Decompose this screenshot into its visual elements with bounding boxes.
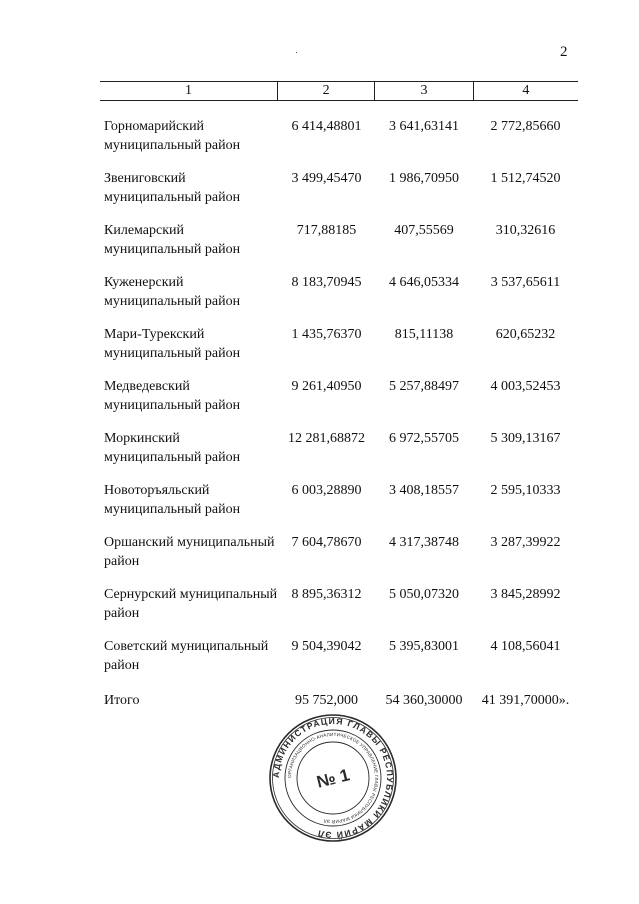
table-row <box>100 117 578 169</box>
page-number: 2 <box>560 44 568 60</box>
value-col2: 6 414,48801 <box>291 119 362 134</box>
table-row <box>100 169 578 221</box>
value-col4: 3 287,39922 <box>490 535 561 550</box>
value-col2: 12 281,68872 <box>288 431 365 446</box>
value-col4: 2 772,85660 <box>490 119 561 134</box>
value-col2: 8 895,36312 <box>291 587 362 602</box>
district-name: Мари-Турекский муниципальный район <box>104 327 241 361</box>
table-header <box>100 81 578 101</box>
header-cell-1: 1 <box>184 83 192 98</box>
value-col2: 9 504,39042 <box>291 639 362 654</box>
value-col3: 407,55569 <box>394 223 454 238</box>
total-row <box>100 691 578 710</box>
table-row <box>100 325 578 377</box>
value-col4: 620,65232 <box>495 327 556 342</box>
value-col3: 3 408,18557 <box>389 483 459 498</box>
value-col3: 5 257,88497 <box>389 379 459 394</box>
stamp-center-text: № 1 <box>314 765 352 792</box>
table-row <box>100 585 578 637</box>
total-col3: 54 360,30000 <box>385 693 463 708</box>
header-cell-2: 2 <box>277 82 374 100</box>
value-col2: 9 261,40950 <box>291 379 362 394</box>
value-col2: 717,88185 <box>296 223 357 238</box>
table-row <box>100 273 578 325</box>
table-row <box>100 377 578 429</box>
table-body <box>100 117 578 710</box>
header-cell-4: 4 <box>473 82 578 100</box>
district-name: Оршанский муниципальный район <box>104 535 275 569</box>
table-row <box>100 221 578 273</box>
value-col4: 310,32616 <box>495 223 556 238</box>
value-col2: 3 499,45470 <box>291 171 362 186</box>
value-col4: 1 512,74520 <box>490 171 561 186</box>
district-name: Новоторъяльский муниципальный район <box>104 483 241 517</box>
value-col3: 3 641,63141 <box>389 119 459 134</box>
value-col3: 5 050,07320 <box>389 587 459 602</box>
district-name: Горномарийский муниципальный район <box>104 119 241 153</box>
value-col2: 6 003,28890 <box>291 483 362 498</box>
value-col4: 3 845,28992 <box>490 587 561 602</box>
total-col4: 41 391,70000». <box>481 693 570 708</box>
table-row <box>100 429 578 481</box>
total-col2: 95 752,000 <box>295 693 358 708</box>
district-name: Куженерский муниципальный район <box>104 275 241 309</box>
district-name: Медведевский муниципальный район <box>104 379 241 413</box>
header-cell-3: 3 <box>374 82 472 100</box>
district-name: Моркинский муниципальный район <box>104 431 241 465</box>
value-col2: 7 604,78670 <box>291 535 362 550</box>
value-col3: 6 972,55705 <box>389 431 459 446</box>
table-row <box>100 533 578 585</box>
value-col4: 4 003,52453 <box>490 379 561 394</box>
value-col3: 4 317,38748 <box>389 535 459 550</box>
value-col3: 5 395,83001 <box>389 639 459 654</box>
district-name: Звениговский муниципальный район <box>104 171 241 205</box>
district-name: Советский муниципальный район <box>104 639 269 673</box>
official-stamp <box>268 713 398 843</box>
stamp-inner-text: ОРГАНИЗАЦИОННО-АНАЛИТИЧЕСКОЕ УПРАВЛЕНИЕ ГЛАВЫ РЕСПУБЛИКИ МАРИЙ ЭЛ <box>286 731 380 825</box>
district-name: Килемарский муниципальный район <box>104 223 241 257</box>
value-col4: 4 108,56041 <box>490 639 561 654</box>
stamp-outer-text: АДМИНИСТРАЦИЯ ГЛАВЫ РЕСПУБЛИКИ МАРИЙ ЭЛ <box>270 715 396 841</box>
value-col2: 8 183,70945 <box>291 275 362 290</box>
value-col4: 5 309,13167 <box>490 431 561 446</box>
value-col3: 815,11138 <box>394 327 454 342</box>
value-col3: 1 986,70950 <box>389 171 459 186</box>
table-row <box>100 637 578 689</box>
value-col4: 2 595,10333 <box>490 483 561 498</box>
total-label: Итого <box>104 693 140 708</box>
value-col3: 4 646,05334 <box>389 275 459 290</box>
table-row <box>100 481 578 533</box>
value-col2: 1 435,76370 <box>291 327 362 342</box>
value-col4: 3 537,65611 <box>490 275 561 290</box>
district-name: Сернурский муниципальный район <box>104 587 278 621</box>
scan-dot <box>296 52 297 53</box>
